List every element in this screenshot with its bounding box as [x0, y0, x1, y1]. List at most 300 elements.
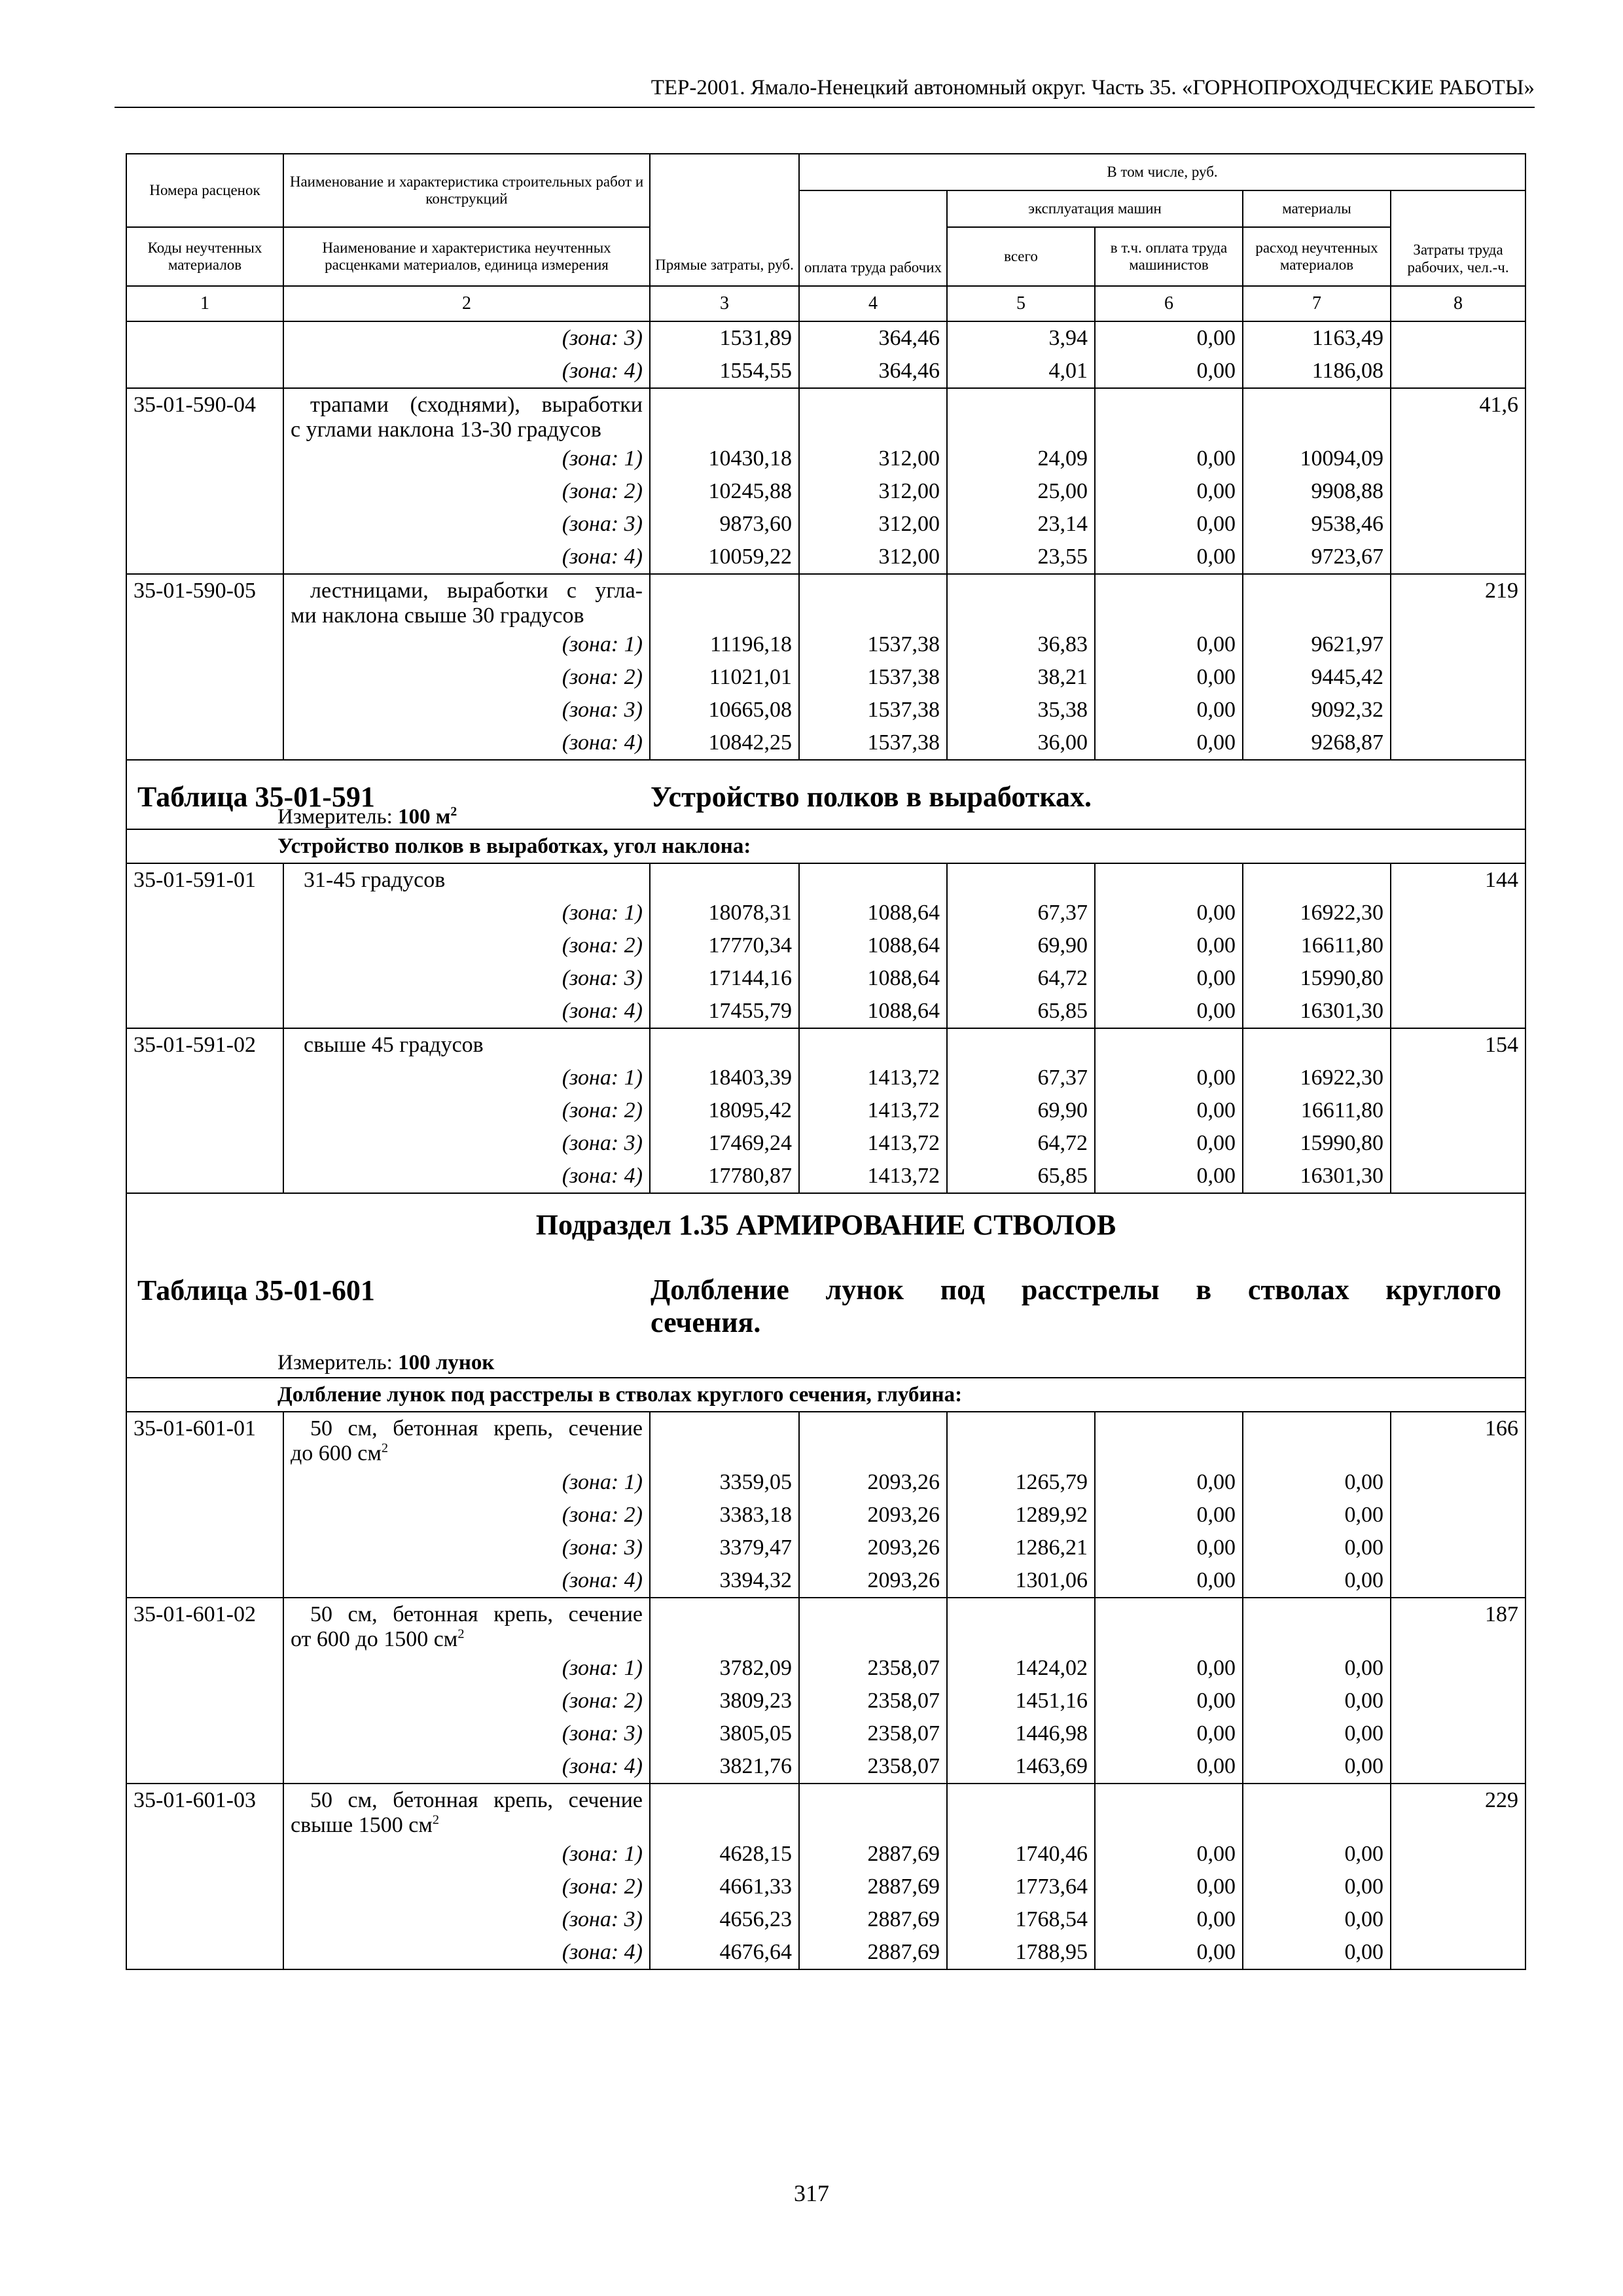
col2-header-top: Наименование и характеристика строительных работ и конструкций [283, 154, 650, 227]
labor-cell-empty [1391, 995, 1525, 1028]
meter-value: 100 лунок [398, 1351, 495, 1374]
col8-header: Затраты труда рабочих, чел.-ч. [1391, 190, 1525, 286]
table-591-subhead-row-cell [126, 829, 1525, 863]
labor-cell-empty [1391, 1564, 1525, 1598]
value-cell: 10245,88 [650, 475, 799, 508]
rate-name [283, 574, 650, 628]
value-cell: 2358,07 [799, 1685, 947, 1717]
rate-code: 35-01-591-01 [126, 863, 283, 897]
labor-cell-empty [1391, 1062, 1525, 1094]
value-cell-empty [650, 1598, 799, 1652]
zone-row [126, 1750, 1525, 1784]
labor-cell-empty [1391, 508, 1525, 541]
value-cell: 0,00 [1095, 321, 1243, 355]
code-cell-empty [126, 1717, 283, 1750]
column-number: 5 [947, 286, 1095, 321]
value-cell: 9873,60 [650, 508, 799, 541]
value-cell-empty [1095, 1028, 1243, 1062]
materials-header: материалы [1243, 190, 1391, 227]
value-cell: 0,00 [1095, 694, 1243, 726]
value-cell-empty [947, 1412, 1095, 1466]
value-cell: 9445,42 [1243, 661, 1391, 694]
value-cell: 16301,30 [1243, 995, 1391, 1028]
table-601-subhead-row [126, 1378, 1525, 1412]
value-cell: 2358,07 [799, 1717, 947, 1750]
table-label: Таблица 35-01-591 [137, 781, 375, 813]
zone-label: (зона: 3) [283, 694, 650, 726]
value-cell: 17770,34 [650, 929, 799, 962]
zone-row [126, 1532, 1525, 1564]
code-cell-empty [126, 962, 283, 995]
value-cell: 1788,95 [947, 1936, 1095, 1969]
value-cell: 2887,69 [799, 1838, 947, 1871]
value-cell-empty [650, 1028, 799, 1062]
meter-label: Измеритель: [277, 805, 393, 829]
table-591-title-row-cell [126, 760, 1525, 829]
labor-value: 41,6 [1391, 388, 1525, 442]
value-cell: 1537,38 [799, 628, 947, 661]
code-cell-empty [126, 1127, 283, 1160]
table-title [651, 1274, 1501, 1339]
value-cell: 18078,31 [650, 897, 799, 929]
zone-label: (зона: 2) [283, 929, 650, 962]
zone-label: (зона: 4) [283, 726, 650, 760]
value-cell: 0,00 [1095, 1532, 1243, 1564]
value-cell: 1413,72 [799, 1062, 947, 1094]
zone-row [126, 355, 1525, 388]
zone-label: (зона: 3) [283, 1717, 650, 1750]
zone-label: (зона: 1) [283, 1062, 650, 1094]
subhead: Долбление лунок под расстрелы в стволах круглого сечения, глубина: [277, 1383, 963, 1407]
zone-row [126, 726, 1525, 760]
zone-row [126, 1871, 1525, 1903]
rate-name-line1: трапами (сходнями), выработки [310, 393, 643, 417]
zone-row [126, 1499, 1525, 1532]
value-cell: 65,85 [947, 1160, 1095, 1193]
labor-cell-empty [1391, 1499, 1525, 1532]
code-cell-empty [126, 1903, 283, 1936]
value-cell-empty [1095, 574, 1243, 628]
value-cell: 0,00 [1095, 897, 1243, 929]
value-cell: 1537,38 [799, 661, 947, 694]
value-cell: 10842,25 [650, 726, 799, 760]
zone-label: (зона: 2) [283, 1871, 650, 1903]
table-label: Таблица 35-01-601 [137, 1274, 375, 1306]
value-cell: 3809,23 [650, 1685, 799, 1717]
value-cell: 2093,26 [799, 1564, 947, 1598]
code-cell-empty [126, 1652, 283, 1685]
code-cell-empty [126, 1750, 283, 1784]
rate-name-text: 31-45 градусов [304, 868, 446, 892]
zone-row [126, 475, 1525, 508]
value-cell: 4661,33 [650, 1871, 799, 1903]
value-cell: 0,00 [1095, 1094, 1243, 1127]
value-cell: 16611,80 [1243, 1094, 1391, 1127]
zone-row [126, 661, 1525, 694]
value-cell-empty [650, 388, 799, 442]
labor-cell-empty [1391, 1685, 1525, 1717]
zone-label: (зона: 4) [283, 1750, 650, 1784]
labor-cell-empty [1391, 1652, 1525, 1685]
value-cell: 0,00 [1095, 995, 1243, 1028]
value-cell: 17455,79 [650, 995, 799, 1028]
value-cell: 18403,39 [650, 1062, 799, 1094]
table-title-line1: Долбление лунок под расстрелы в стволах круглого [651, 1274, 1501, 1306]
value-cell: 1301,06 [947, 1564, 1095, 1598]
code-cell-empty [126, 1871, 283, 1903]
value-cell: 69,90 [947, 1094, 1095, 1127]
zone-row [126, 1160, 1525, 1193]
value-cell: 0,00 [1095, 962, 1243, 995]
subhead: Устройство полков в выработках, угол наклона: [277, 834, 751, 858]
rate-name [283, 1028, 650, 1062]
value-cell: 0,00 [1095, 929, 1243, 962]
machines-header: эксплуатация машин [947, 190, 1243, 227]
value-cell-empty [650, 574, 799, 628]
value-cell-empty [947, 388, 1095, 442]
value-cell-empty [1095, 1784, 1243, 1838]
zone-label: (зона: 3) [283, 962, 650, 995]
labor-cell-empty [1391, 726, 1525, 760]
value-cell: 11021,01 [650, 661, 799, 694]
code-cell-empty [126, 1062, 283, 1094]
zone-row [126, 1717, 1525, 1750]
value-cell: 0,00 [1243, 1652, 1391, 1685]
value-cell: 1163,49 [1243, 321, 1391, 355]
col1-header-top: Номера расценок [126, 154, 283, 227]
code-cell-empty [126, 508, 283, 541]
value-cell: 364,46 [799, 355, 947, 388]
labor-cell-empty [1391, 1838, 1525, 1871]
zone-label: (зона: 3) [283, 1903, 650, 1936]
labor-cell-empty [1391, 355, 1525, 388]
rate-code: 35-01-591-02 [126, 1028, 283, 1062]
value-cell: 1537,38 [799, 694, 947, 726]
value-cell-empty [1095, 1412, 1243, 1466]
rate-row [126, 1028, 1525, 1062]
value-cell: 16301,30 [1243, 1160, 1391, 1193]
zone-row [126, 1127, 1525, 1160]
value-cell: 312,00 [799, 541, 947, 574]
value-cell: 0,00 [1095, 1838, 1243, 1871]
value-cell: 1088,64 [799, 897, 947, 929]
value-cell: 3,94 [947, 321, 1095, 355]
code-cell-empty [126, 897, 283, 929]
value-cell: 10430,18 [650, 442, 799, 475]
value-cell: 69,90 [947, 929, 1095, 962]
value-cell: 1424,02 [947, 1652, 1095, 1685]
zone-row [126, 1652, 1525, 1685]
value-cell: 16611,80 [1243, 929, 1391, 962]
value-cell: 0,00 [1095, 1564, 1243, 1598]
table-591-title-row [126, 760, 1525, 829]
zone-row [126, 1838, 1525, 1871]
value-cell: 0,00 [1095, 1062, 1243, 1094]
value-cell: 17469,24 [650, 1127, 799, 1160]
table-591-heading [127, 761, 1525, 829]
table-601-title-row [126, 1193, 1525, 1378]
rate-name-line2-text: до 600 см [291, 1441, 382, 1465]
value-cell: 312,00 [799, 508, 947, 541]
zone-label: (зона: 2) [283, 1499, 650, 1532]
zone-row [126, 897, 1525, 929]
column-number: 2 [283, 286, 650, 321]
superscript: 2 [457, 1626, 465, 1641]
value-cell: 2093,26 [799, 1532, 947, 1564]
value-cell: 35,38 [947, 694, 1095, 726]
zone-row [126, 1094, 1525, 1127]
value-cell: 1740,46 [947, 1838, 1095, 1871]
column-number: 4 [799, 286, 947, 321]
value-cell: 1265,79 [947, 1466, 1095, 1499]
rate-row [126, 1412, 1525, 1466]
labor-cell-empty [1391, 661, 1525, 694]
value-cell-empty [1243, 1028, 1391, 1062]
value-cell-empty [1243, 574, 1391, 628]
value-cell: 0,00 [1095, 1717, 1243, 1750]
zone-label: (зона: 1) [283, 897, 650, 929]
value-cell: 0,00 [1243, 1936, 1391, 1969]
value-cell: 0,00 [1095, 1936, 1243, 1969]
labor-cell-empty [1391, 897, 1525, 929]
value-cell: 23,14 [947, 508, 1095, 541]
zone-row [126, 1564, 1525, 1598]
value-cell: 18095,42 [650, 1094, 799, 1127]
value-cell: 1088,64 [799, 929, 947, 962]
code-cell-empty [126, 1160, 283, 1193]
value-cell-empty [799, 1598, 947, 1652]
superscript: 2 [381, 1441, 389, 1456]
value-cell: 312,00 [799, 442, 947, 475]
zone-row [126, 442, 1525, 475]
code-cell-empty [126, 694, 283, 726]
labor-cell-empty [1391, 1160, 1525, 1193]
column-number: 8 [1391, 286, 1525, 321]
value-cell: 0,00 [1095, 1499, 1243, 1532]
code-cell-empty [126, 1685, 283, 1717]
value-cell-empty [799, 574, 947, 628]
value-cell: 9723,67 [1243, 541, 1391, 574]
value-cell: 17780,87 [650, 1160, 799, 1193]
value-cell: 1289,92 [947, 1499, 1095, 1532]
value-cell-empty [1095, 863, 1243, 897]
value-cell: 3383,18 [650, 1499, 799, 1532]
zone-label: (зона: 3) [283, 321, 650, 355]
rate-code: 35-01-601-02 [126, 1598, 283, 1652]
zone-label: (зона: 4) [283, 1936, 650, 1969]
zone-row [126, 1903, 1525, 1936]
subsection-title: Подраздел 1.35 АРМИРОВАНИЕ СТВОЛОВ [535, 1209, 1116, 1241]
meter [277, 805, 457, 829]
labor-cell-empty [1391, 962, 1525, 995]
zone-row [126, 1685, 1525, 1717]
labor-cell-empty [1391, 694, 1525, 726]
value-cell: 0,00 [1095, 541, 1243, 574]
value-cell: 0,00 [1243, 1685, 1391, 1717]
value-cell-empty [1243, 1784, 1391, 1838]
code-cell-empty [126, 541, 283, 574]
value-cell: 67,37 [947, 897, 1095, 929]
rate-name-line2 [291, 1441, 643, 1466]
value-cell: 0,00 [1243, 1466, 1391, 1499]
value-cell: 1286,21 [947, 1532, 1095, 1564]
labor-cell-empty [1391, 475, 1525, 508]
value-cell: 0,00 [1243, 1717, 1391, 1750]
value-cell: 9092,32 [1243, 694, 1391, 726]
zone-label: (зона: 1) [283, 1466, 650, 1499]
value-cell: 0,00 [1095, 1127, 1243, 1160]
labor-value: 144 [1391, 863, 1525, 897]
value-cell: 2358,07 [799, 1750, 947, 1784]
column-number: 6 [1095, 286, 1243, 321]
value-cell: 3359,05 [650, 1466, 799, 1499]
rate-name-line2-text: от 600 до 1500 см [291, 1627, 458, 1651]
meter-label: Измеритель: [277, 1351, 393, 1374]
value-cell: 2887,69 [799, 1903, 947, 1936]
value-cell: 2358,07 [799, 1652, 947, 1685]
zone-label: (зона: 1) [283, 628, 650, 661]
rate-name-line2 [291, 418, 643, 442]
zone-row [126, 995, 1525, 1028]
labor-cell-empty [1391, 1532, 1525, 1564]
value-cell: 3782,09 [650, 1652, 799, 1685]
table-601-title-row-cell [126, 1193, 1525, 1378]
rate-name-line1: лестницами, выработки с угла- [310, 579, 643, 603]
zone-row [126, 929, 1525, 962]
value-cell: 2887,69 [799, 1871, 947, 1903]
value-cell-empty [799, 1412, 947, 1466]
zone-label: (зона: 4) [283, 1160, 650, 1193]
value-cell: 65,85 [947, 995, 1095, 1028]
zone-label: (зона: 1) [283, 1838, 650, 1871]
rate-row [126, 1598, 1525, 1652]
value-cell: 0,00 [1095, 628, 1243, 661]
code-cell-empty [126, 1532, 283, 1564]
value-cell: 15990,80 [1243, 962, 1391, 995]
zone-label: (зона: 2) [283, 475, 650, 508]
value-cell: 15990,80 [1243, 1127, 1391, 1160]
zone-label: (зона: 3) [283, 1532, 650, 1564]
value-cell: 3379,47 [650, 1532, 799, 1564]
rate-name [283, 388, 650, 442]
table-591-subhead-row [126, 829, 1525, 863]
value-cell: 36,00 [947, 726, 1095, 760]
value-cell-empty [799, 1784, 947, 1838]
value-cell: 1768,54 [947, 1903, 1095, 1936]
value-cell-empty [799, 1028, 947, 1062]
value-cell: 4,01 [947, 355, 1095, 388]
value-cell: 10094,09 [1243, 442, 1391, 475]
rate-row [126, 574, 1525, 628]
zone-row [126, 962, 1525, 995]
code-cell-empty [126, 1499, 283, 1532]
value-cell: 10059,22 [650, 541, 799, 574]
value-cell: 4656,23 [650, 1903, 799, 1936]
zone-label: (зона: 3) [283, 1127, 650, 1160]
value-cell: 0,00 [1243, 1903, 1391, 1936]
rate-name-line1: 50 см, бетонная крепь, сечение [310, 1416, 643, 1441]
labor-value: 219 [1391, 574, 1525, 628]
rate-name-line2 [291, 1627, 643, 1652]
superscript: 2 [432, 1812, 440, 1827]
col4-header: оплата труда рабочих [799, 190, 947, 286]
value-cell: 1554,55 [650, 355, 799, 388]
value-cell-empty [650, 1784, 799, 1838]
value-cell: 25,00 [947, 475, 1095, 508]
col6-header: в т.ч. оплата труда машинистов [1095, 227, 1243, 286]
zone-row [126, 508, 1525, 541]
value-cell-empty [947, 1598, 1095, 1652]
labor-cell-empty [1391, 1936, 1525, 1969]
rate-name-line1: 50 см, бетонная крепь, сечение [310, 1602, 643, 1626]
value-cell: 23,55 [947, 541, 1095, 574]
value-cell: 0,00 [1243, 1838, 1391, 1871]
value-cell-empty [947, 574, 1095, 628]
value-cell: 24,09 [947, 442, 1095, 475]
zone-label: (зона: 4) [283, 1564, 650, 1598]
labor-cell-empty [1391, 321, 1525, 355]
column-number: 7 [1243, 286, 1391, 321]
value-cell: 312,00 [799, 475, 947, 508]
code-cell-empty [126, 1466, 283, 1499]
rate-row [126, 863, 1525, 897]
zone-label: (зона: 1) [283, 442, 650, 475]
value-cell: 17144,16 [650, 962, 799, 995]
value-cell: 1088,64 [799, 962, 947, 995]
value-cell: 0,00 [1243, 1532, 1391, 1564]
rate-code: 35-01-601-03 [126, 1784, 283, 1838]
value-cell: 0,00 [1095, 726, 1243, 760]
value-cell: 1463,69 [947, 1750, 1095, 1784]
rate-code: 35-01-590-04 [126, 388, 283, 442]
col1-header-bottom: Коды неучтенных материалов [126, 227, 283, 286]
rate-name [283, 1784, 650, 1838]
column-number: 3 [650, 286, 799, 321]
value-cell: 0,00 [1243, 1871, 1391, 1903]
zone-row [126, 1062, 1525, 1094]
rate-name-line2-text: с углами наклона 13-30 градусов [291, 418, 601, 442]
labor-cell-empty [1391, 1466, 1525, 1499]
value-cell: 9538,46 [1243, 508, 1391, 541]
value-cell-empty [1243, 1598, 1391, 1652]
value-cell: 0,00 [1095, 1871, 1243, 1903]
table-title-line2: сечения. [651, 1306, 761, 1338]
labor-cell-empty [1391, 1717, 1525, 1750]
value-cell: 4628,15 [650, 1838, 799, 1871]
zone-row [126, 1936, 1525, 1969]
value-cell: 364,46 [799, 321, 947, 355]
value-cell: 1773,64 [947, 1871, 1095, 1903]
labor-cell-empty [1391, 1903, 1525, 1936]
code-cell-empty [126, 628, 283, 661]
column-number: 1 [126, 286, 283, 321]
code-cell-empty [126, 442, 283, 475]
value-cell: 0,00 [1095, 1750, 1243, 1784]
value-cell: 64,72 [947, 1127, 1095, 1160]
value-cell: 36,83 [947, 628, 1095, 661]
code-cell-empty [126, 1094, 283, 1127]
value-cell-empty [799, 388, 947, 442]
meter-value-text: 100 м [398, 805, 451, 829]
table-601-heading [127, 1194, 1525, 1377]
zone-label: (зона: 3) [283, 508, 650, 541]
zone-label: (зона: 4) [283, 355, 650, 388]
column-numbers-row [126, 286, 1525, 321]
code-cell-empty [126, 355, 283, 388]
rate-name-text: свыше 45 градусов [304, 1033, 484, 1057]
col7-header: расход неучтенных материалов [1243, 227, 1391, 286]
value-cell: 3821,76 [650, 1750, 799, 1784]
